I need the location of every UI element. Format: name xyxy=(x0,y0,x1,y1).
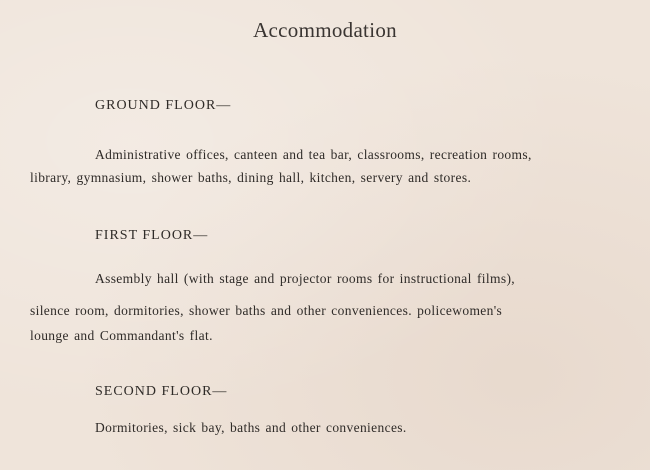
section-text-ground-floor xyxy=(30,137,615,184)
section-text-first-floor xyxy=(30,264,615,344)
text-line: Dormitories, sick bay, baths and other conveniences. xyxy=(95,420,407,435)
text-line: Administrative offices, canteen and tea bar, classrooms, recreation rooms, xyxy=(95,147,532,162)
text-line: lounge and Commandant's flat. xyxy=(30,328,213,343)
section-heading-second-floor: SECOND FLOOR— xyxy=(95,384,228,399)
page-title: Accommodation xyxy=(253,18,397,42)
section-text-second-floor xyxy=(30,420,615,436)
section-heading-ground-floor: GROUND FLOOR— xyxy=(95,98,232,113)
text-line: library, gymnasium, shower baths, dining hall, kitchen, servery and stores. xyxy=(30,170,472,185)
text-line: Assembly hall (with stage and projector rooms for instructional films), xyxy=(95,271,516,286)
section-heading-first-floor: FIRST FLOOR— xyxy=(95,228,209,243)
text-line: silence room, dormitories, shower baths and other conveniences. policewomen's xyxy=(30,303,503,318)
